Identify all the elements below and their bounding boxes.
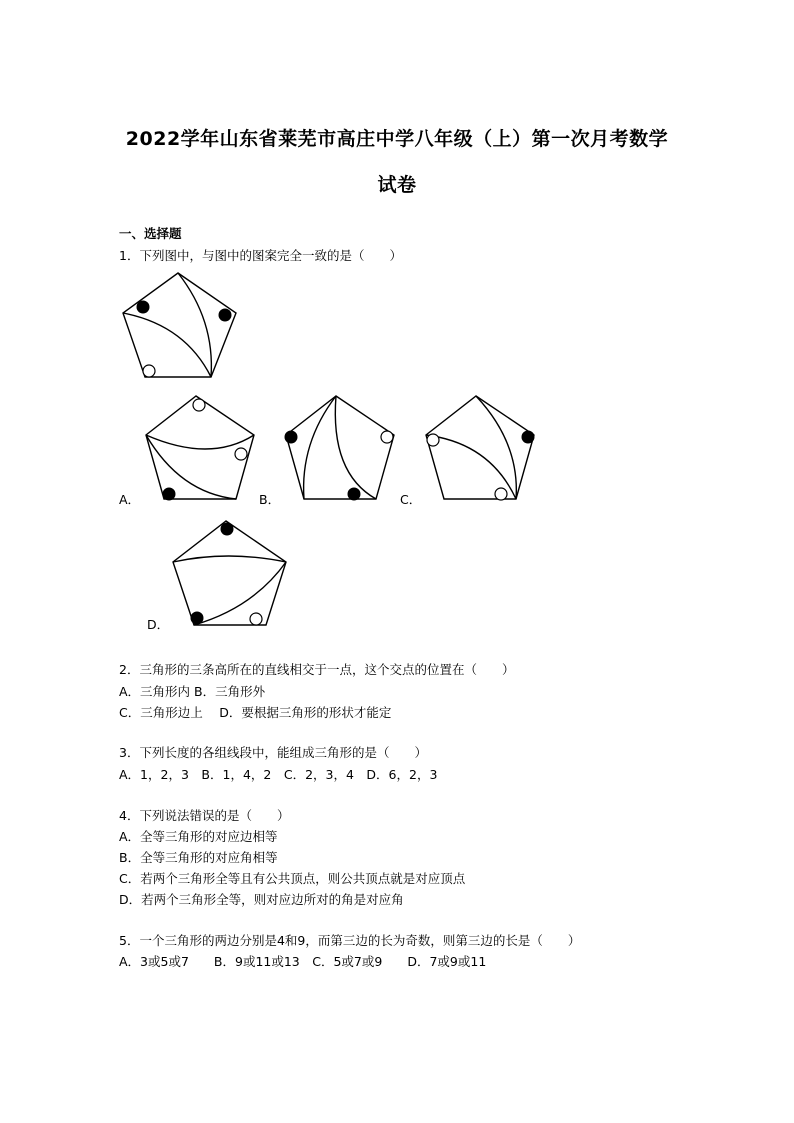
q5-options: A．3或5或7 B．9或11或13 C．5或7或9 D．7或9或11 [119, 954, 487, 969]
q1-option-d-figure [168, 518, 290, 630]
q1-option-b-figure [280, 393, 398, 505]
q2-options-line2: C．三角形边上 D．要根据三角形的形状才能定 [119, 705, 392, 720]
q4-option-a: A．全等三角形的对应边相等 [119, 829, 278, 844]
exam-title-line1: 2022学年山东省莱芜市高庄中学八年级（上）第一次月考数学 [125, 128, 669, 150]
exam-title-line2: 试卷 [377, 174, 417, 196]
q4-stem: 4．下列说法错误的是（ ） [119, 808, 290, 823]
q2-stem: 2．三角形的三条高所在的直线相交于一点，这个交点的位置在（ ） [119, 662, 515, 677]
q1-option-a-figure [140, 393, 258, 505]
q4-option-d: D．若两个三角形全等，则对应边所对的角是对应角 [119, 892, 404, 907]
q1-option-c-figure [420, 393, 538, 505]
q1-option-d-label: D． [147, 617, 170, 632]
q1-option-c-label: C． [400, 492, 422, 507]
q4-option-b: B．全等三角形的对应角相等 [119, 850, 278, 865]
q3-options: A．1，2，3 B．1，4，2 C．2，3，4 D．6，2，3 [119, 767, 438, 782]
q3-stem: 3．下列长度的各组线段中，能组成三角形的是（ ） [119, 745, 427, 760]
q1-option-a-label: A． [119, 492, 141, 507]
q1-option-b-label: B． [259, 492, 281, 507]
q1-reference-figure [115, 270, 245, 385]
q2-options-line1: A．三角形内 B．三角形外 [119, 684, 266, 699]
section-heading: 一、选择题 [119, 226, 182, 241]
q1-stem: 1．下列图中，与图中的图案完全一致的是（ ） [119, 248, 402, 263]
q4-option-c: C．若两个三角形全等且有公共顶点，则公共顶点就是对应顶点 [119, 871, 466, 886]
q5-stem: 5．一个三角形的两边分别是4和9，而第三边的长为奇数，则第三边的长是（ ） [119, 933, 581, 948]
